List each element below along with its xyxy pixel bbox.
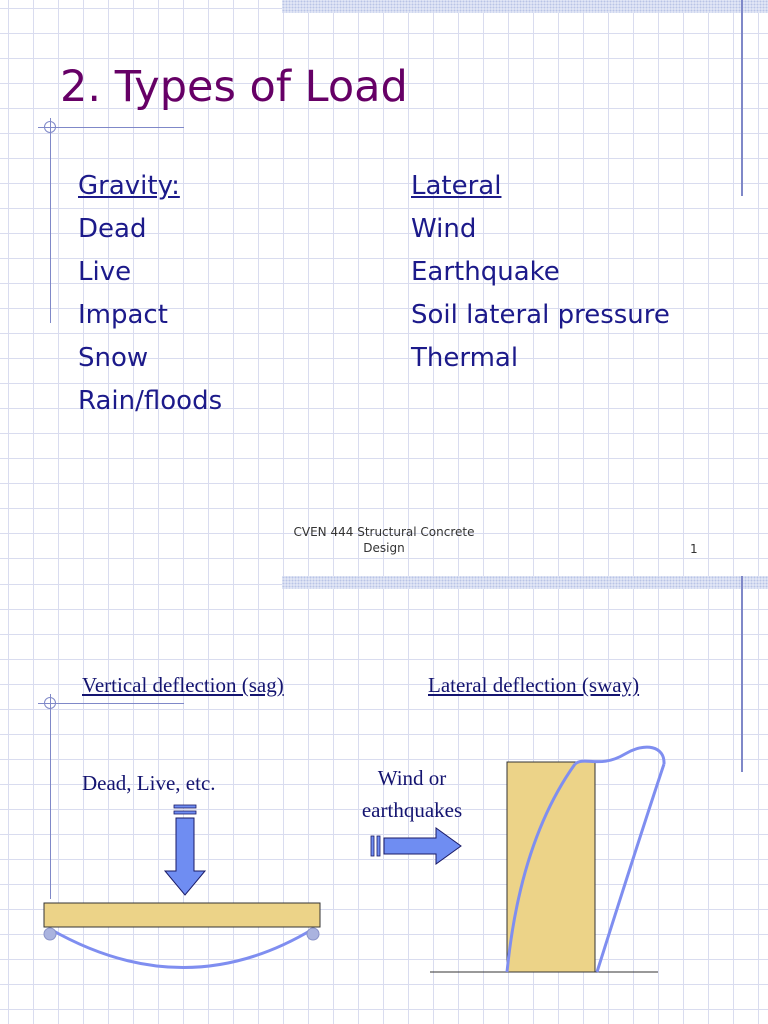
vertical-deflection-heading: Vertical deflection (sag): [82, 673, 284, 697]
sway-top: [575, 747, 664, 764]
slide-title: 2. Types of Load: [60, 62, 408, 112]
gravity-heading: Gravity:: [78, 171, 180, 201]
lateral-deflection-heading: Lateral deflection (sway): [428, 673, 640, 697]
sag-curve: [50, 929, 313, 968]
column: [507, 762, 595, 972]
left-vertical-rule: [50, 118, 51, 323]
beam: [44, 903, 320, 927]
downward-load-arrow-icon: [165, 805, 205, 895]
lateral-column: [411, 165, 670, 380]
lateral-item: Soil lateral pressure: [411, 300, 670, 330]
lateral-item: Wind: [411, 214, 477, 244]
gravity-item: Dead: [78, 214, 147, 244]
gravity-load-label: Dead, Live, etc.: [82, 771, 216, 795]
lateral-item: Earthquake: [411, 257, 560, 287]
wind-label-line: Wind or: [377, 766, 447, 790]
lateral-load-arrow-icon: [371, 828, 461, 864]
left-support: [44, 928, 56, 940]
slide-2: [0, 576, 768, 1024]
right-accent-bar: [741, 0, 743, 196]
footer-course: CVEN 444 Structural Concrete: [293, 525, 475, 539]
gravity-item: Live: [78, 257, 132, 287]
slide-footer: [240, 524, 528, 556]
page-number: 1: [690, 542, 698, 556]
rule-circle-icon: [44, 121, 56, 133]
gravity-item: Rain/floods: [78, 386, 223, 416]
sway-curve-right: [597, 764, 664, 972]
right-support: [307, 928, 319, 940]
wind-label-line: earthquakes: [361, 798, 463, 822]
gravity-item: Snow: [78, 343, 149, 373]
title-underline-rule: [38, 127, 184, 128]
gravity-column: [78, 165, 222, 423]
wind-load-label: [350, 762, 474, 826]
gravity-item: Impact: [78, 300, 168, 330]
top-dotted-band: [282, 0, 768, 13]
lateral-item: Thermal: [411, 343, 519, 373]
footer-course-cont: Design: [363, 541, 405, 555]
lateral-heading: Lateral: [411, 171, 502, 201]
